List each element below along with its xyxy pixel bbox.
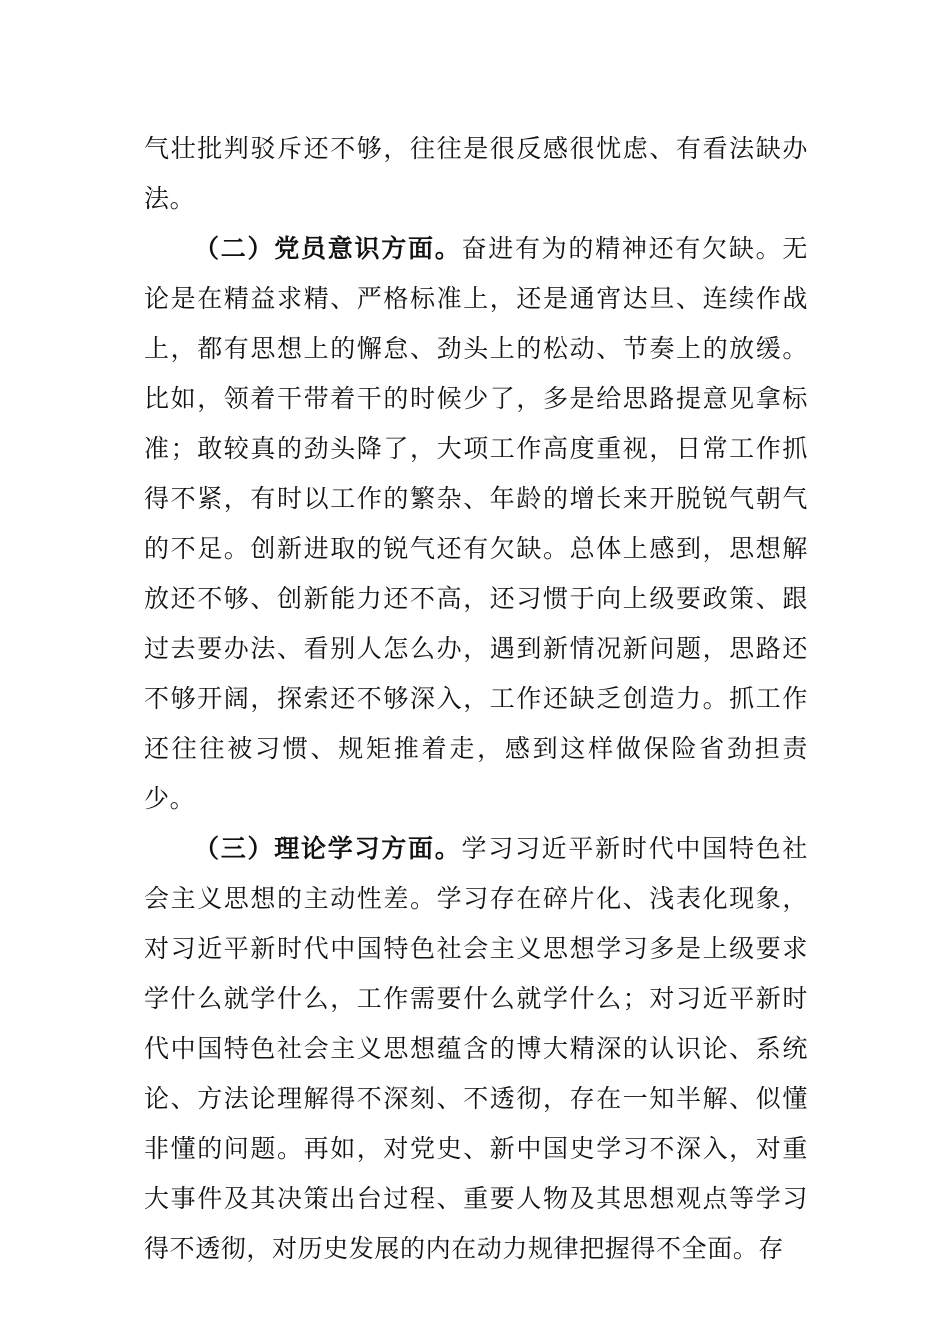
paragraph-text: 学习习近平新时代中国特色社会主义思想的主动性差。学习存在碎片化、浅表化现象，对习近平新时代中国特色社会主义思想学习多是上级要求学什么就学什么，工作需要什么就学什么；对习近平新时代中国特色社会主义思想蕴含的博大精深的认识论、系统论、方法论理解得不深刻、不透彻，存在一知半解、似懂非懂的问题。再如，对党史、新中国史学习不深入，对重大事件及其决策出台过程、重要人物及其思想观点等学习得不透彻，对历史发展的内在动力规律把握得不全面。存 <box>144 834 808 1263</box>
section-heading: （二）党员意识方面。 <box>194 234 462 263</box>
paragraph-theory-study <box>144 824 808 1274</box>
paragraph-text: 奋进有为的精神还有欠缺。无论是在精益求精、严格标准上，还是通宵达旦、连续作战上，都有思想上的懈怠、劲头上的松动、节奏上的放缓。比如，领着干带着干的时候少了，多是给思路提意见拿标准；敢较真的劲头降了，大项工作高度重视，日常工作抓得不紧，有时以工作的繁杂、年龄的增长来开脱锐气朝气的不足。创新进取的锐气还有欠缺。总体上感到，思想解放还不够、创新能力还不高，还习惯于向上级要政策、跟过去要办法、看别人怎么办，遇到新情况新问题，思路还不够开阔，探索还不够深入，工作还缺乏创造力。抓工作还往往被习惯、规矩推着走，感到这样做保险省劲担责少。 <box>144 234 808 813</box>
section-heading: （三）理论学习方面。 <box>194 834 462 863</box>
paragraph-text: 气壮批判驳斥还不够，往往是很反感很忧虑、有看法缺办法。 <box>144 134 808 213</box>
document-body <box>144 124 808 1274</box>
paragraph-continuation <box>144 124 808 224</box>
paragraph-party-awareness <box>144 224 808 824</box>
